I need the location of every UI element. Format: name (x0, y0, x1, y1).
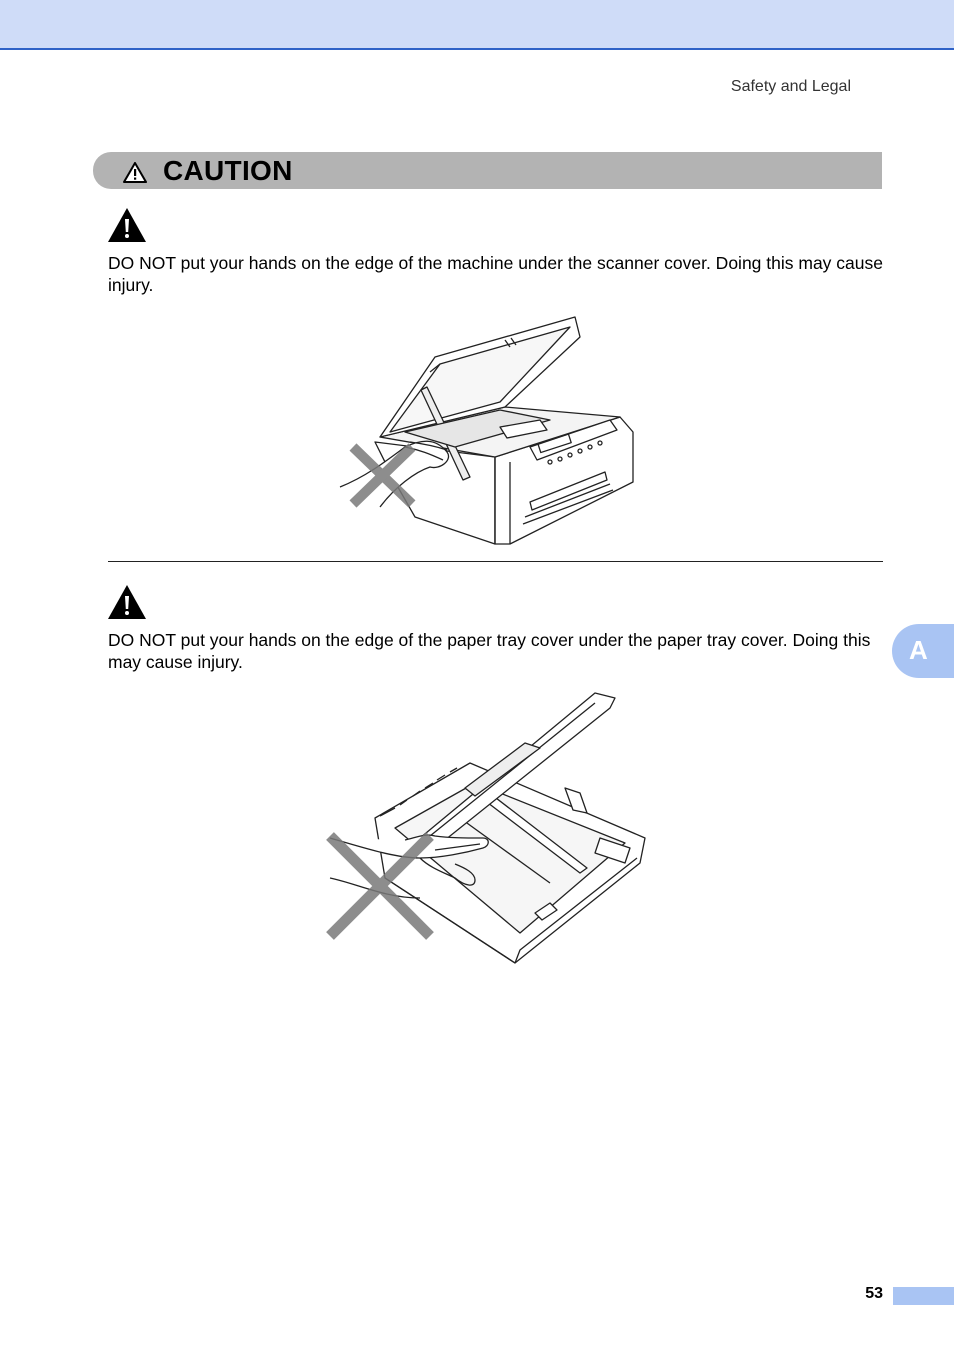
printer-scanner-cover-illustration (335, 312, 640, 548)
caution-title: CAUTION (163, 155, 293, 186)
warning-text: DO NOT put your hands on the edge of the paper tray cover under the paper tray cover. Doing this may cause injury. (108, 630, 871, 672)
page-number: 53 (865, 1285, 883, 1302)
paper-tray-illustration (325, 688, 650, 968)
section-divider (108, 561, 883, 562)
caution-banner (93, 152, 882, 189)
running-head: Safety and Legal (730, 78, 851, 95)
appendix-tab (892, 624, 954, 678)
warning-triangle-icon (107, 584, 147, 620)
warning-text: DO NOT put your hands on the edge of the machine under the scanner cover. Doing this may cause injury. (108, 253, 883, 295)
appendix-tab-label: A (909, 635, 928, 665)
header-band (0, 0, 954, 50)
warning-triangle-icon (123, 162, 147, 183)
warning-triangle-icon (107, 207, 147, 243)
footer-band (893, 1287, 954, 1305)
